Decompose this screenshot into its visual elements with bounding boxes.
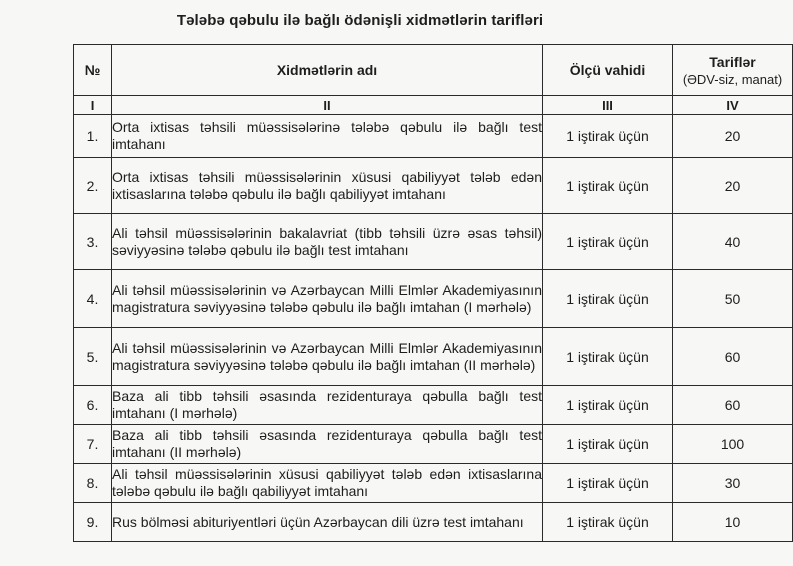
- table-row: [74, 115, 793, 158]
- unit-of-measure: 1 iştirak üçün: [543, 115, 673, 158]
- tariff-value: 50: [673, 270, 793, 328]
- tariff-value: 40: [673, 214, 793, 270]
- header-unit: Ölçü vahidi: [543, 45, 673, 96]
- roman-col-1: I: [74, 96, 112, 115]
- header-price-subtitle: (ƏDV-siz, manat): [682, 71, 783, 87]
- header-no: №: [74, 45, 112, 96]
- row-number: 8.: [74, 464, 112, 503]
- tariff-value: 30: [673, 464, 793, 503]
- unit-of-measure: 1 iştirak üçün: [543, 386, 673, 425]
- row-number: 9.: [74, 503, 112, 542]
- table-row: [74, 270, 793, 328]
- tariff-value: 10: [673, 503, 793, 542]
- table-row: [74, 214, 793, 270]
- roman-col-4: IV: [673, 96, 793, 115]
- service-name: Orta ixtisas təhsili müəssisələrinin xüsusi qabiliyyət tələb edən ixtisaslarına tələbə qəbulu ilə bağlı qabiliyyət imtahanı: [112, 158, 543, 214]
- service-name: Ali təhsil müəssisələrinin və Azərbaycan Milli Elmlər Akademiyasının magistratura səviyyəsinə tələbə qəbulu ilə bağlı imtahan (II mərhələ): [112, 328, 543, 386]
- unit-of-measure: 1 iştirak üçün: [543, 503, 673, 542]
- table-row: [74, 386, 793, 425]
- service-name: Ali təhsil müəssisələrinin xüsusi qabiliyyət tələb edən ixtisaslarına tələbə qəbulu ilə bağlı qabiliyyət imtahanı: [112, 464, 543, 503]
- row-number: 3.: [74, 214, 112, 270]
- service-name: Baza ali tibb təhsili əsasında rezidenturaya qəbulla bağlı test imtahanı (II mərhələ): [112, 425, 543, 464]
- row-number: 7.: [74, 425, 112, 464]
- table-row: [74, 158, 793, 214]
- tariff-value: 20: [673, 115, 793, 158]
- header-row: [74, 45, 793, 96]
- service-name: Rus bölməsi abituriyentləri üçün Azərbaycan dili üzrə test imtahanı: [112, 503, 543, 542]
- row-number: 5.: [74, 328, 112, 386]
- table-row: [74, 425, 793, 464]
- row-number: 4.: [74, 270, 112, 328]
- table-row: [74, 503, 793, 542]
- roman-numeral-row: [74, 96, 793, 115]
- header-price: [673, 45, 793, 96]
- unit-of-measure: 1 iştirak üçün: [543, 158, 673, 214]
- roman-col-2: II: [112, 96, 543, 115]
- table-row: [74, 464, 793, 503]
- table-row: [74, 328, 793, 386]
- tariff-value: 100: [673, 425, 793, 464]
- service-name: Baza ali tibb təhsili əsasında rezidenturaya qəbulla bağlı test imtahanı (I mərhələ): [112, 386, 543, 425]
- tariff-value: 60: [673, 328, 793, 386]
- unit-of-measure: 1 iştirak üçün: [543, 270, 673, 328]
- service-name: Orta ixtisas təhsili müəssisələrinə tələbə qəbulu ilə bağlı test imtahanı: [112, 115, 543, 158]
- unit-of-measure: 1 iştirak üçün: [543, 214, 673, 270]
- tariff-value: 60: [673, 386, 793, 425]
- header-name: Xidmətlərin adı: [112, 45, 543, 96]
- header-price-label: Tariflər: [709, 53, 756, 70]
- row-number: 2.: [74, 158, 112, 214]
- service-name: Ali təhsil müəssisələrinin bakalavriat (tibb təhsili üzrə əsas təhsil) səviyyəsinə tələbə qəbulu ilə bağlı test imtahanı: [112, 214, 543, 270]
- tariffs-table: [73, 44, 793, 542]
- row-number: 1.: [74, 115, 112, 158]
- service-name: Ali təhsil müəssisələrinin və Azərbaycan Milli Elmlər Akademiyasının magistratura səviyyəsinə tələbə qəbulu ilə bağlı imtahan (I mərhələ): [112, 270, 543, 328]
- roman-col-3: III: [543, 96, 673, 115]
- row-number: 6.: [74, 386, 112, 425]
- document-title: Tələbə qəbulu ilə bağlı ödənişli xidmətlərin tarifləri: [176, 12, 544, 29]
- unit-of-measure: 1 iştirak üçün: [543, 464, 673, 503]
- tariff-value: 20: [673, 158, 793, 214]
- unit-of-measure: 1 iştirak üçün: [543, 425, 673, 464]
- unit-of-measure: 1 iştirak üçün: [543, 328, 673, 386]
